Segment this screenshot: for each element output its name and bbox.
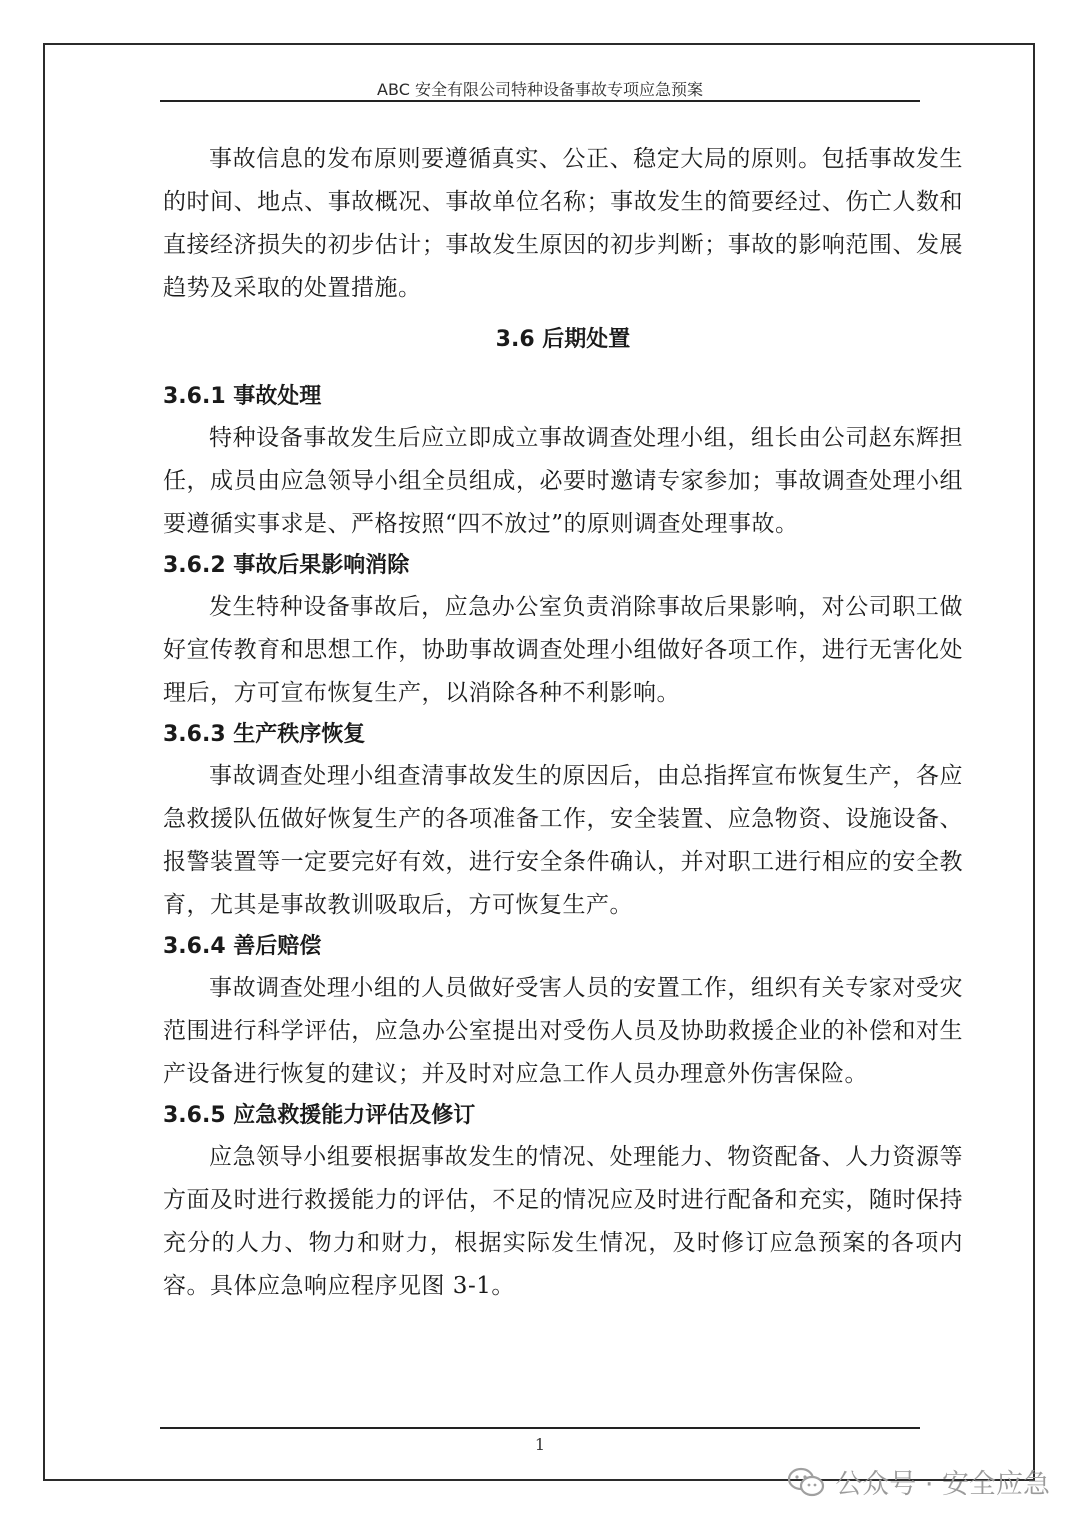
page-number: 1 [534,1435,546,1454]
subsection-title: 3.6.4 善后赔偿 [163,934,322,959]
intro-paragraph: 事故信息的发布原则要遵循真实、公正、稳定大局的原则。包括事故发生的时间、地点、事故概况、事故单位名称；事故发生的简要经过、伤亡人数和直接经济损失的初步估计；事故发生原因的初步判断；事故的影响范围、发展趋势及采取的处置措施。 [163,146,963,301]
wechat-icon [787,1467,825,1497]
subsection-title: 3.6.1 事故处理 [163,384,322,409]
subsection-paragraph: 应急领导小组要根据事故发生的情况、处理能力、物资配备、人力资源等方面及时进行救援能力的评估，不足的情况应及时进行配备和充实，随时保持充分的人力、物力和财力，根据实际发生情况，及时修订应急预案的各项内容。具体应急响应程序见图 3-1。 [163,1144,963,1299]
watermark-text: 公众号 · 安全应急 [835,1469,1050,1500]
subsection-paragraph: 事故调查处理小组查清事故发生的原因后，由总指挥宣布恢复生产，各应急救援队伍做好恢复生产的各项准备工作，安全装置、应急物资、设施设备、报警装置等一定要完好有效，进行安全条件确认，并对职工进行相应的安全教育，尤其是事故教训吸取后，方可恢复生产。 [163,763,963,918]
header-divider [160,100,920,102]
subsection-paragraph: 特种设备事故发生后应立即成立事故调查处理小组，组长由公司赵东辉担任，成员由应急领导小组全员组成，必要时邀请专家参加；事故调查处理小组要遵循实事求是、严格按照“四不放过”的原则调查处理事故。 [163,425,963,537]
subsection-title: 3.6.2 事故后果影响消除 [163,553,410,578]
section-title: 3.6 后期处置 [495,327,631,352]
subsection-title: 3.6.3 生产秩序恢复 [163,722,366,747]
document-header-title: ABC 安全有限公司特种设备事故专项应急预案 [377,80,703,99]
watermark [787,1462,1050,1501]
footer-divider [160,1427,920,1429]
document-body [163,138,963,1308]
subsection-title: 3.6.5 应急救援能力评估及修订 [163,1103,476,1128]
subsection-paragraph: 发生特种设备事故后，应急办公室负责消除事故后果影响，对公司职工做好宣传教育和思想工作，协助事故调查处理小组做好各项工作，进行无害化处理后，方可宣布恢复生产，以消除各种不利影响。 [163,594,963,706]
subsection-paragraph: 事故调查处理小组的人员做好受害人员的安置工作，组织有关专家对受灾范围进行科学评估，应急办公室提出对受伤人员及协助救援企业的补偿和对生产设备进行恢复的建议；并及时对应急工作人员办理意外伤害保险。 [163,975,963,1087]
